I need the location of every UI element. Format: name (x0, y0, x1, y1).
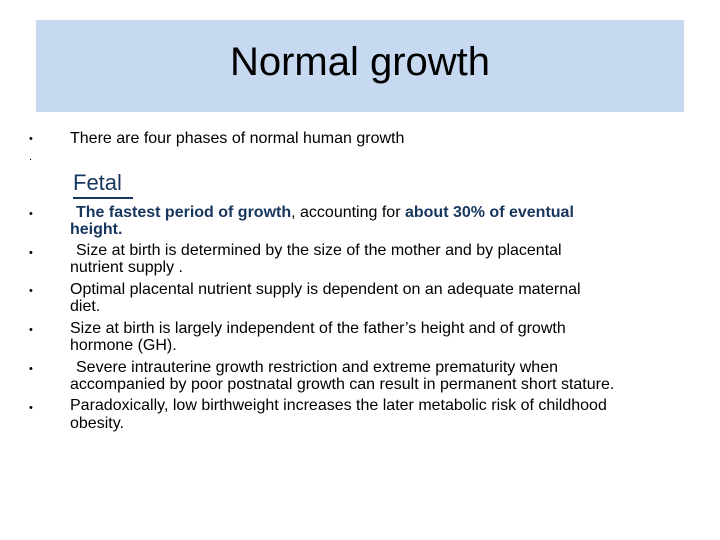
point-5-line-2: accompanied by poor postnatal growth can result in permanent short stature. (70, 376, 615, 393)
point-2-line-1: Size at birth is determined by the size of the mother and by placental (76, 242, 562, 259)
intro-text: There are four phases of normal human growth (70, 130, 405, 147)
point-1-bold: The fastest period of growth (76, 204, 292, 221)
point-1-line-2: height. (70, 221, 123, 238)
bullet-icon: • (29, 133, 33, 145)
point-4-line-2: hormone (GH). (70, 337, 177, 354)
slide-title: Normal growth (229, 40, 491, 84)
bullet-icon: • (29, 208, 33, 220)
bullet-icon: • (29, 247, 33, 259)
bullet-icon: • (29, 324, 33, 336)
bullet-icon: • (29, 402, 33, 414)
bullet-icon: • (29, 363, 33, 375)
point-1-line-1 (76, 204, 574, 221)
point-6-line-1: Paradoxically, low birthweight increases the later metabolic risk of childhood (70, 397, 607, 414)
section-heading-fetal: Fetal (73, 170, 122, 195)
point-4-line-1: Size at birth is largely independent of the father’s height and of growth (70, 320, 566, 337)
empty-bullet-icon: . (29, 151, 33, 163)
heading-underline (73, 197, 133, 199)
point-1-highlight: about 30% of eventual (404, 204, 574, 221)
point-1-normal: , accounting for (291, 204, 405, 221)
bullet-icon: • (29, 285, 33, 297)
point-2-line-2: nutrient supply . (70, 259, 183, 276)
point-3-line-1: Optimal placental nutrient supply is dependent on an adequate maternal (70, 281, 581, 298)
point-5-line-1: Severe intrauterine growth restriction and extreme prematurity when (76, 359, 558, 376)
point-6-line-2: obesity. (70, 415, 124, 432)
point-3-line-2: diet. (70, 298, 101, 315)
